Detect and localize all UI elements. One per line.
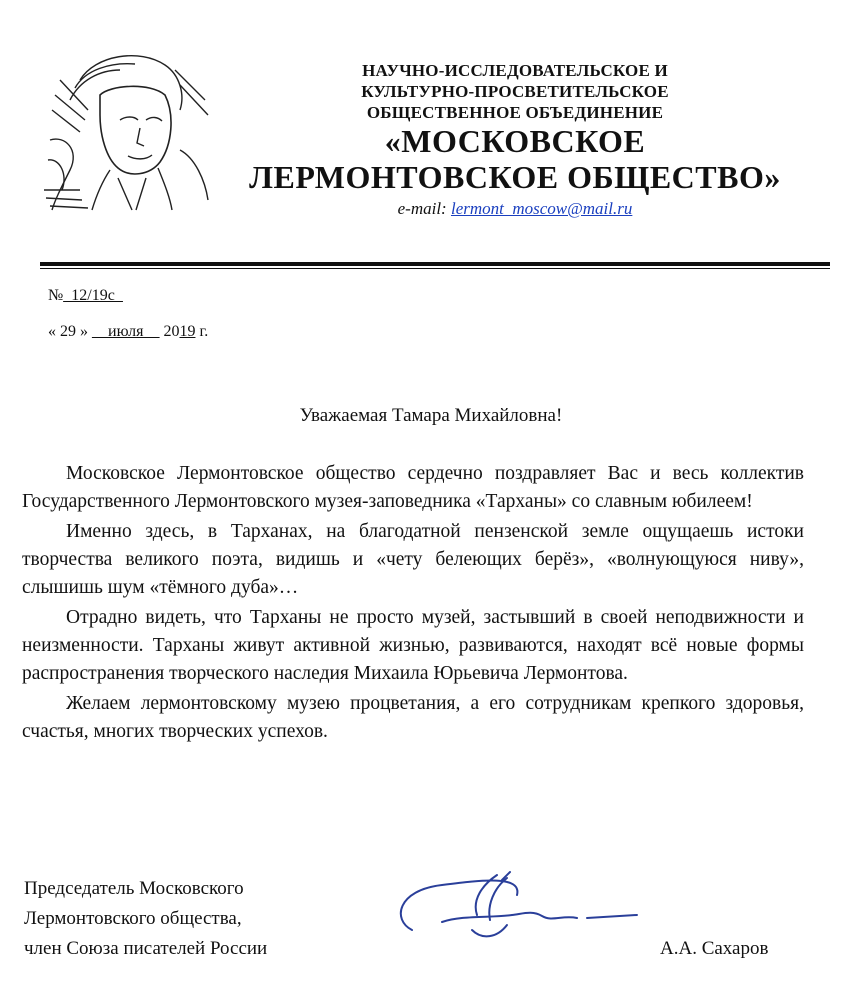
- date-year: 19: [179, 323, 196, 340]
- header-divider-thick: [40, 262, 830, 266]
- paragraph: Именно здесь, в Тарханах, на благодатной пензенской земле ощущаешь истоки творчества великого поэта, видишь и «чету белеющих берёз», «волнующуюся ниву», слышишь шум «тёмного дуба»…: [22, 521, 804, 598]
- signatory-line-1: Председатель Московского: [24, 878, 244, 899]
- letter-date: [48, 322, 208, 342]
- signatory-line-3: член Союза писателей России: [24, 938, 268, 959]
- paragraph: Московское Лермонтовское общество сердечно поздравляет Вас и весь коллектив Государственного Лермонтовского музея-заповедника «Тарханы» со славным юбилеем!: [22, 463, 804, 512]
- org-name-line-1: «МОСКОВСКОЕ: [384, 123, 646, 159]
- letter-body: [22, 460, 804, 748]
- signatory-title: [24, 874, 267, 964]
- header-divider-thin: [40, 268, 830, 269]
- org-line-3: ОБЩЕСТВЕННОЕ ОБЪЕДИНЕНИЕ: [366, 103, 664, 122]
- date-suffix: г.: [199, 323, 209, 340]
- handwritten-signature-icon: [382, 860, 662, 960]
- org-name-line-2: ЛЕРМОНТОВСКОЕ ОБЩЕСТВО»: [249, 159, 781, 195]
- organization-header: [220, 60, 810, 221]
- letter-number: [48, 286, 123, 306]
- greeting: Уважаемая Тамара Михайловна!: [299, 405, 563, 426]
- email-row: [220, 197, 810, 221]
- number-prefix: №: [48, 287, 64, 304]
- signatory-line-2: Лермонтовского общества,: [24, 908, 242, 929]
- email-label: e-mail:: [397, 199, 447, 218]
- email-link[interactable]: lermont_moscow@mail.ru: [450, 199, 633, 218]
- paragraph: Отрадно видеть, что Тарханы не просто музей, застывший в своей неподвижности и неизменности. Тарханы живут активной жизнью, развиваются, находят всё новые формы распространения творческого наследия Михаила Юрьевича Лермонтова.: [22, 607, 804, 684]
- date-year-prefix: 20: [163, 323, 180, 340]
- date-day: « 29 »: [48, 323, 88, 340]
- signatory-name: А.А. Сахаров: [660, 938, 769, 959]
- portrait-engraving-icon: [40, 40, 212, 212]
- org-line-2: КУЛЬТУРНО-ПРОСВЕТИТЕЛЬСКОЕ: [361, 82, 669, 101]
- paragraph: Желаем лермонтовскому музею процветания, а его сотрудникам крепкого здоровья, счастья, многих творческих успехов.: [22, 693, 804, 742]
- number-value: _12/19с_: [63, 287, 123, 304]
- org-line-1: НАУЧНО-ИССЛЕДОВАТЕЛЬСКОЕ И: [362, 61, 668, 80]
- date-month: __июля__: [92, 323, 160, 340]
